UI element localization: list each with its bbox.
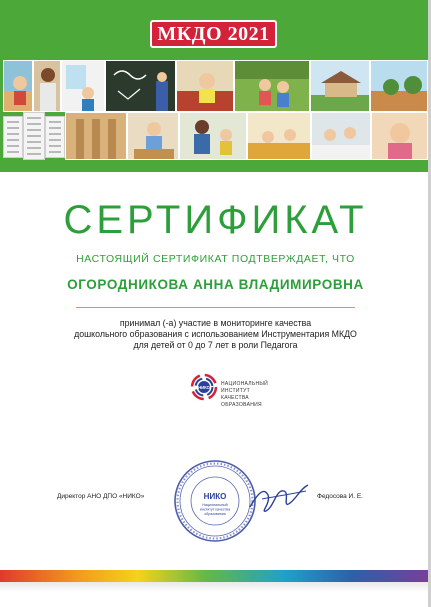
header-banner <box>0 0 431 172</box>
niko-logo <box>190 373 218 406</box>
niko-logo-line: ИНСТИТУТ <box>221 388 250 394</box>
niko-logo-mark: НИКО <box>198 385 210 390</box>
body-line: для детей от 0 до 7 лет в роли Педагога <box>133 340 298 350</box>
mkdo-logo <box>150 20 277 48</box>
rainbow-stripe <box>0 570 431 582</box>
seal-line: Национальный <box>202 503 228 507</box>
photo-wooden-stairs <box>65 112 127 160</box>
director-title: Директор АНО ДПО «НИКО» <box>57 493 145 500</box>
document-image <box>23 112 45 160</box>
photo-classroom <box>247 112 311 160</box>
seal-title: НИКО <box>203 492 227 501</box>
director-name: Федосова И. Е. <box>317 493 363 500</box>
seal-line: образования <box>204 512 226 516</box>
niko-logo-text <box>221 381 268 409</box>
seal-line: институт качества <box>199 507 231 512</box>
handwritten-signature <box>246 473 316 528</box>
photo-children-table <box>311 112 371 160</box>
photo-chalkboard <box>105 60 176 112</box>
niko-logo-line: НАЦИОНАЛЬНЫЙ <box>221 381 268 387</box>
photo-child-drawing <box>176 60 234 112</box>
photo-girl-smiling <box>371 112 428 160</box>
photo-child-playing <box>3 60 33 112</box>
body-line: принимал (-а) участие в мониторинге качества <box>119 318 312 328</box>
photo-teacher-group <box>179 112 247 160</box>
photo-playground <box>370 60 428 112</box>
body-line: дошкольного образования с использованием Инструментария МКДО <box>74 329 357 339</box>
divider <box>76 307 355 308</box>
niko-logo-line: КАЧЕСТВА <box>221 395 249 401</box>
photo-teacher-child <box>33 60 61 112</box>
photo-pavilion <box>310 60 370 112</box>
certificate-subtitle: НАСТОЯЩИЙ СЕРТИФИКАТ ПОДТВЕРЖДАЕТ, ЧТО <box>76 253 355 265</box>
official-seal <box>173 459 257 548</box>
recipient-name: ОГОРОДНИКОВА АННА ВЛАДИМИРОВНА <box>67 277 364 292</box>
certificate-title: СЕРТИФИКАТ <box>63 198 368 242</box>
photo-child-block <box>127 112 179 160</box>
photo-child-window <box>61 60 105 112</box>
document-image <box>3 116 23 158</box>
bottom-shadow <box>0 582 431 592</box>
document-image <box>45 116 65 158</box>
logo-text: МКДО 2021 <box>157 22 270 45</box>
certificate-body <box>0 318 431 351</box>
niko-logo-line: ОБРАЗОВАНИЯ <box>221 402 262 408</box>
photo-children-garden <box>234 60 310 112</box>
